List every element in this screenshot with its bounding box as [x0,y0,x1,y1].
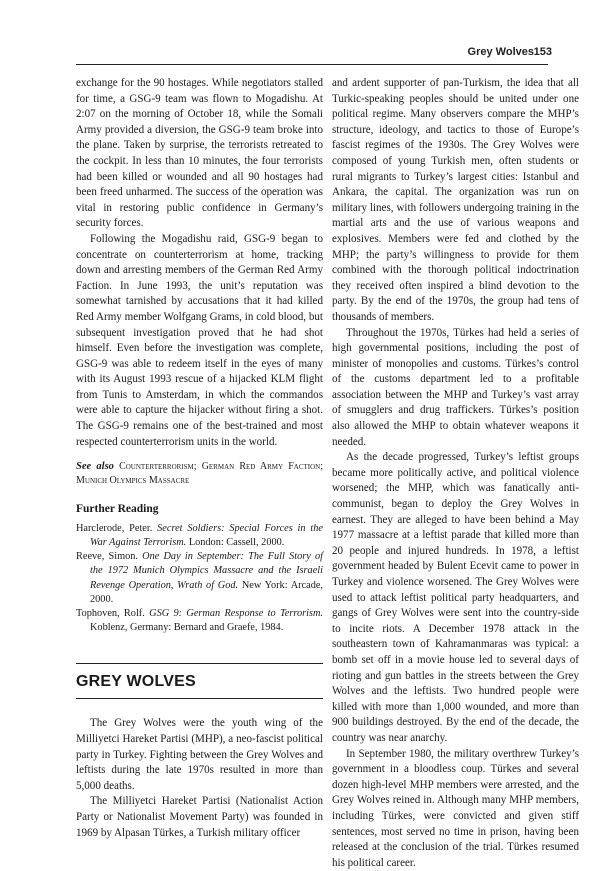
entry-top-rule [76,663,323,664]
reference-author: Harclerode, Peter. [76,522,153,534]
page-number: 153 [533,46,552,58]
grey-wolves-paragraph-5: As the decade progressed, Turkey’s leftist groups became more politically active, and political violence worsened; the MHP, which was fanatically anti-communist, began to deploy the Grey Wolves in earnest. They are alleged to have been behind a May 1977 massacre at a leftist parade that killed more than 20 people and injured hundreds. In 1978, a leftist government headed by Bulent Ecevit came to power in Turkey and violence worsened. The Grey Wolves were used to attack leftist political party headquarters, and gangs of Grey Wolves were sent into the country-side to incite riots. A December 1978 attack in the southeastern town of Kahramanmaras was typical: a bomb set off in a movie house led to several days of rioting and gun battles in the streets between the Grey Wolves and the leftists. Two hundred people were killed with more than 1,000 wounded, and more than 900 buildings destroyed. By the end of the decade, the country was near anarchy. [332,451,579,744]
further-reading-title: Further Reading [76,503,159,516]
header-rule [76,64,548,65]
reference-title: GSG 9: German Response to Terrorism. [149,608,324,620]
further-reading-list [76,522,323,636]
see-also [76,460,323,488]
gsg9-paragraph-1: exchange for the 90 hostages. While negotiators stalled for time, a GSG-9 team was flown to Mogadishu. At 2:07 on the morning of October 18, while the Somali Army provided a diversion, the GSG-9 team broke into the plane. Taken by surprise, the terrorists retreated to the cockpit. In less than 10 minutes, the four terrorists had been killed or wounded and all 90 hostages had been freed unharmed. The success of the operation was vital in restoring public confidence in Germany’s security forces. [76,77,323,230]
reference-item [76,550,323,607]
reference-item [76,607,323,635]
reference-author: Tophoven, Rolf. [76,608,145,620]
reference-author: Reeve, Simon. [76,551,138,563]
gsg9-paragraph-2: Following the Mogadishu raid, GSG-9 began to concentrate on counterterrorism at home, tracking down and arresting members of the German Red Army Faction. In June 1993, the unit’s reputation was somewhat tarnished by accusations that it had killed Red Army member Wolfgang Grams, in cold blood, but subsequent investigation proved that he had shot himself. Even before the investigation was complete, GSG-9 was able to redeem itself in the eyes of many with its August 1993 rescue of a hijacked KLM flight from Tunis to Amsterdam, in which the commandos were able to capture the hijacker without firing a shot. The GSG-9 remains one of the best-trained and most respected counterterrorism units in the world. [76,232,323,448]
grey-wolves-paragraph-3: and ardent supporter of pan-Turkism, the idea that all Turkic-speaking peoples should be united under one political regime. Many observers compare the MHP’s structure, ideology, and tactics to those of Europe’s fascist regimes of the 1930s. The Grey Wolves were composed of young Turkish men, often students or rural migrants to Turkey’s largest cities: Istanbul and Ankara, the capital. The organization was run on military lines, with followers undergoing training in the martial arts and the use of various weapons and explosives. Members were fed and clothed by the MHP; the party’s willingness to provide for them combined with the thorough political indoctrination they received often inspired a blind devotion to the party. By the end of the 1970s, the group had tens of thousands of members. [332,77,579,323]
see-also-label: See also [76,461,114,473]
right-column [332,76,579,871]
left-column [76,76,323,841]
reference-publisher: New York: Arcade, 2000. [90,579,324,605]
entry-heading: GREY WOLVES [76,673,196,691]
running-head [0,0,614,60]
entry-bottom-rule [76,698,323,699]
reference-publisher: Koblenz, Germany: Bernard and Graefe, 1984. [90,622,284,634]
see-also-refs: Counterterrorism; German Red Army Faction; Munich Olympics Massacre [76,461,323,487]
grey-wolves-paragraph-1: The Grey Wolves were the youth wing of the Milliyetci Hareket Partisi (MHP), a neo-fascist political party in Turkey. Fighting between the Grey Wolves and leftists during the late 1970s resulted in more than 5,000 deaths. [76,717,323,792]
grey-wolves-paragraph-2: The Milliyetci Hareket Partisi (Nationalist Action Party or Nationalist Movement Party) was founded in 1969 by Alpasan Türkes, a Turkish military officer [76,795,323,839]
reference-publisher: London: Cassell, 2000. [188,537,285,549]
grey-wolves-paragraph-6: In September 1980, the military overthrew Turkey’s government in a bloodless coup. Türkes and several dozen high-level MHP members were arrested, and the Grey Wolves reined in. Although many MHP members, including Türkes, were convicted and given stiff sentences, most served no time in prison, having been released at the conclusion of the trial. Türkes resumed his political career. [332,747,579,869]
running-title: Grey Wolves [467,46,534,58]
reference-title: Secret Soldiers: Special Forces in the War Against Terrorism. [90,522,323,549]
reference-title: One Day in September: The Full Story of the 1972 Munich Olympics Massacre and the Israeli Revenge Operation, Wrath of God. [90,551,324,591]
reference-item [76,522,323,550]
grey-wolves-paragraph-4: Throughout the 1970s, Türkes had held a series of high governmental positions, including the post of minister of monopolies and customs. Türkes’s control of the customs department led to a profitable association between the MHP and Turkey’s vast array of smugglers and drug traffickers. Türkes’s position also allowed the MHP to obtain whatever weapons it needed. [332,326,579,448]
